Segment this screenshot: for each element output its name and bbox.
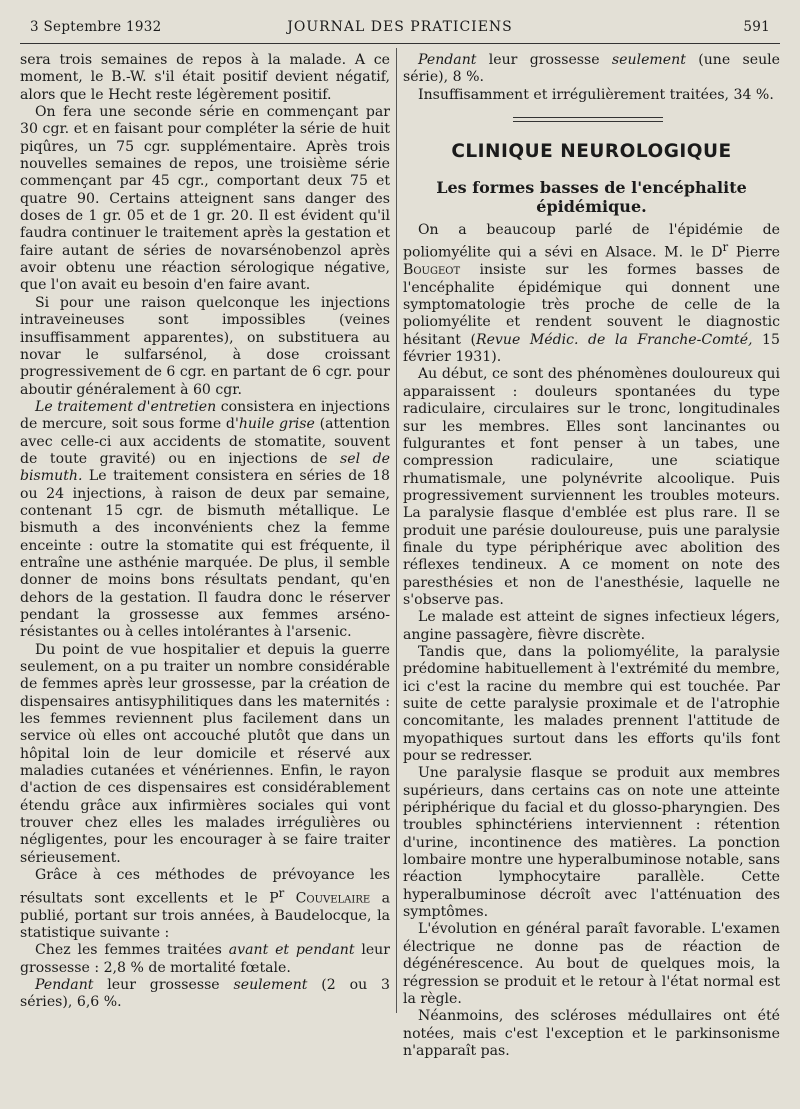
- left-column: [20, 52, 390, 1012]
- article-paragraph: On a beaucoup parlé de l'épidémie de poliomyélite qui a sévi en Alsace. M. le $D^r$ Pierre Bougeot insiste sur les formes basses de l'encéphalite épidémique qui donnent une symptomatologie très proche de celle de la poliomyélite et rendent souvent le diagnostic hésitant (Revue Médic. de la Franche-Comté, 15 février 1931).: [403, 222, 780, 366]
- header-page-number: 591: [743, 19, 770, 35]
- italic-text: sel de bismuth.: [20, 450, 390, 485]
- paragraph: Si pour une raison quelconque les injections intraveineuses sont impossibles (veines insuffisamment apparentes), on substituera au novar le sulfarsénol, à dose croissant progressivement de 6 cgr. en partant de 6 cgr. pour aboutir généralement à 60 cgr.: [20, 294, 390, 398]
- statistic-line: Pendant leur grossesse seulement (une seule série), 8 %.: [403, 52, 781, 86]
- paragraph: sera trois semaines de repos à la malade. A ce moment, le B.-W. s'il était positif devient négatif, alors que le Hecht reste légèrement positif.: [20, 52, 390, 103]
- header-journal-title: JOURNAL DES PRATICIENS: [287, 19, 513, 35]
- journal-reference: Revue Médic. de la Franche-Comté,: [475, 331, 753, 348]
- article-paragraph: Au début, ce sont des phénomènes douloureux qui apparaissent : douleurs spontanées du type radiculaire, circulaires sur le tronc, longitudinales sur les membres. Elles sont lancinantes ou fulgurantes et font penser à un tabes, une compression radiculaire, une sciatique rhumatismale, une polynévrite alcoolique. Puis progressivement surviennent les troubles moteurs. La paralysie flasque d'emblée est plus rare. Il se produit une parésie douloureuse, puis une paralysie finale du type périphérique avec abolition des réflexes tendineux. A ce moment on note des paresthésies et non de l'anesthésie, laquelle ne s'observe pas.: [403, 366, 780, 608]
- paragraph: Du point de vue hospitalier et depuis la guerre seulement, on a pu traiter un nombre considérable de femmes après leur grossesse, par la création de dispensaires antisyphilitiques dans les maternités : les femmes reviennent plus facilement dans un service où elles ont accouché plutôt que dans un hôpital loin de leur domicile et réservé aux maladies cutanées et vénériennes. Enfin, le rayon d'action de ces dispensaires est considérablement étendu grâce aux infirmières sociales qui vont trouver chez elles les malades irrégulières ou négligentes, pour les encourager à se faire traiter sérieusement.: [20, 641, 390, 866]
- article-title: Les formes basses de l'encéphalite épidémique.: [436, 178, 747, 217]
- italic-text: huile grise: [238, 416, 315, 433]
- article-paragraph: L'évolution en général paraît favorable. L'examen électrique ne donne pas de réaction de dégénérescence. Au bout de quelques mois, la régression se produit et le retour à l'état normal est la règle.: [403, 921, 780, 1007]
- statistic-line: Pendant leur grossesse seulement (2 ou 3 séries), 6,6 %.: [20, 976, 390, 1011]
- article-paragraph: Néanmoins, des scléroses médullaires ont été notées, mais c'est l'exception et le parkinsonisme n'apparaît pas.: [403, 1008, 780, 1059]
- author-name: Couvelaire: [284, 890, 371, 907]
- paragraph: On fera une seconde série en commençant par 30 cgr. et en faisant pour compléter la série de huit piqûres, un 75 cgr. supplémentaire. Après trois nouvelles semaines de repos, une troisième série commençant par 45 cgr., comportant deux 75 et quatre 90. Certains atteignent sans danger des doses de 1 gr. 05 et de 1 gr. 20. Il est évident qu'il faudra continuer le traitement après la gestation et faire autant de séries de novarsénobenzol après avoir obtenu une réaction sérologique négative, que l'on avait eu besoin d'en faire avant.: [20, 104, 390, 294]
- statistic-line: Insuffisamment et irrégulièrement traitées, 34 %.: [418, 86, 774, 103]
- right-column: [403, 52, 780, 1060]
- header-rule: [20, 43, 780, 44]
- column-divider: [396, 48, 397, 1013]
- page-header: [30, 19, 770, 37]
- italic-text: Le traitement d'entretien: [35, 398, 217, 415]
- section-double-rule: [403, 116, 780, 124]
- section-title: CLINIQUE NEUROLOGIQUE: [451, 141, 732, 163]
- paragraph-statistics-intro: Grâce à ces méthodes de prévoyance les résultats sont excellents et le $P^r$ Couvelaire a publié, portant sur trois années, à Baudelocque, la statistique suivante :: [20, 867, 390, 941]
- article-paragraph: Une paralysie flasque se produit aux membres supérieurs, dans certains cas on note une atteinte périphérique du facial et du glosso-pharyngien. Des troubles sphinctériens interviennent : rétention d'urine, incontinence des matières. La ponction lombaire montre une hyperalbuminose notable, sans réaction lymphocytaire parallèle. Cette hyperalbuminose décroît avec l'atténuation des symptômes.: [403, 765, 781, 921]
- header-date: 3 Septembre 1932: [30, 19, 162, 35]
- article-paragraph: Tandis que, dans la poliomyélite, la paralysie prédomine habituellement à l'extrémité du membre, ici c'est la racine du membre qui est touchée. Par suite de cette paralysie proximale et de l'atrophie concomitante, les malades prennent l'attitude de myopathiques surtout dans les efforts qu'ils font pour se redresser.: [403, 643, 780, 765]
- statistic-line: Chez les femmes traitées avant et pendant leur grossesse : 2,8 % de mortalité fœtale.: [20, 942, 390, 976]
- paragraph-traitement-entretien: Le traitement d'entretien consistera en injections de mercure, soit sous forme d'huile grise (attention avec celle-ci aux accidents de stomatite, souvent de toute gravité) ou en injections de sel de bismuth. Le traitement consistera en séries de 18 ou 24 injections, à raison de deux par semaine, contenant 15 cgr. de bismuth métallique. Le bismuth a des inconvénients chez la femme enceinte : outre la stomatite qui est fréquente, il entraîne une asthénie marquée. De plus, il semble donner de moins bons résultats pendant, qu'en dehors de la gestation. Il faudra donc le réserver pendant la grossesse aux femmes arséno-résistantes ou à celles intolérantes à l'arsenic.: [20, 398, 390, 641]
- article-paragraph: Le malade est atteint de signes infectieux légers, angine passagère, fièvre discrète.: [403, 609, 780, 643]
- author-name: Bougeot: [403, 262, 461, 279]
